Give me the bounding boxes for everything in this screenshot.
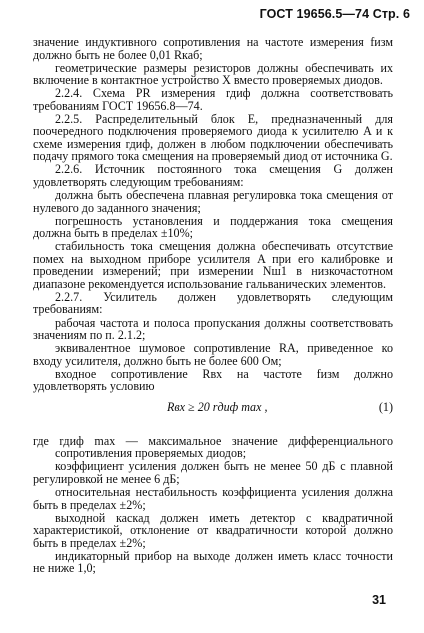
formula-number: (1): [378, 399, 393, 414]
section-2-2-7: 2.2.7. Усилитель должен удовлетворять следующим требованиям:: [33, 289, 393, 317]
formula-explanation: где rдиф max — максимальное значение дифференциального сопротивления проверяемых диодов;: [33, 433, 393, 461]
formula-expression: Rвх ≥ 20 rдиф max ,: [167, 399, 268, 414]
requirement-item: стабильность тока смещения должна обеспечивать отсутствие помех на выходном приборе усилителя A при его калибровке и проведении измерений; при измерении Nш1 в низкочастотном диапазоне рекомендуется использование гальванических элементов.: [33, 239, 393, 291]
section-2-2-6: 2.2.6. Источник постоянного тока смещения G должен удовлетворять следующим требованиям:: [33, 162, 393, 190]
section-2-2-5: 2.2.5. Распределительный блок E, предназначенный для поочередного подключения проверяемого диода к усилителю A и к схеме измерения rдиф, должен в любом подключении обеспечивать подачу прямого тока смещения на проверяемый диод от источника G.: [33, 111, 393, 164]
page-header: ГОСТ 19656.5—74 Стр. 6: [259, 7, 410, 21]
paragraph: геометрические размеры резисторов должны обеспечивать их включение в контактное устройство X вместо проверяемых диодов.: [33, 60, 393, 88]
requirement-item: входное сопротивление Rвх на частоте fизм должно удовлетворять условию: [33, 366, 393, 394]
document-body: [33, 36, 393, 575]
requirement-item: индикаторный прибор на выходе должен иметь класс точности не ниже 1,0;: [33, 548, 393, 576]
requirement-item: эквивалентное шумовое сопротивление RA, приведенное ко входу усилителя, должно быть не более 600 Ом;: [33, 341, 393, 368]
section-2-2-4: 2.2.4. Схема PR измерения rдиф должна соответствовать требованиям ГОСТ 19656.8—74.: [33, 86, 393, 113]
formula-1: [33, 401, 393, 417]
requirement-item: относительная нестабильность коэффициента усиления должна быть в пределах ±2%;: [33, 485, 393, 512]
requirement-item: коэффициент усиления должен быть не менее 50 дБ с плавной регулировкой не менее 6 дБ;: [33, 459, 393, 486]
requirement-item: рабочая частота и полоса пропускания должны соответствовать значениям по п. 2.1.2;: [33, 315, 393, 343]
page-number: 31: [372, 593, 386, 607]
requirement-item: выходной каскад должен иметь детектор с квадратичной характеристикой, отклонение от квадратичности которой должно быть в пределах ±2%;: [33, 510, 393, 550]
paragraph: значение индуктивного сопротивления на частоте измерения fизм должно быть не более 0,01 Rкаб;: [33, 35, 393, 62]
requirement-item: погрешность установления и поддержания тока смещения должна быть в пределах ±10%;: [33, 213, 393, 241]
requirement-item: должна быть обеспечена плавная регулировка тока смещения от нулевого до заданного значения;: [33, 188, 393, 215]
